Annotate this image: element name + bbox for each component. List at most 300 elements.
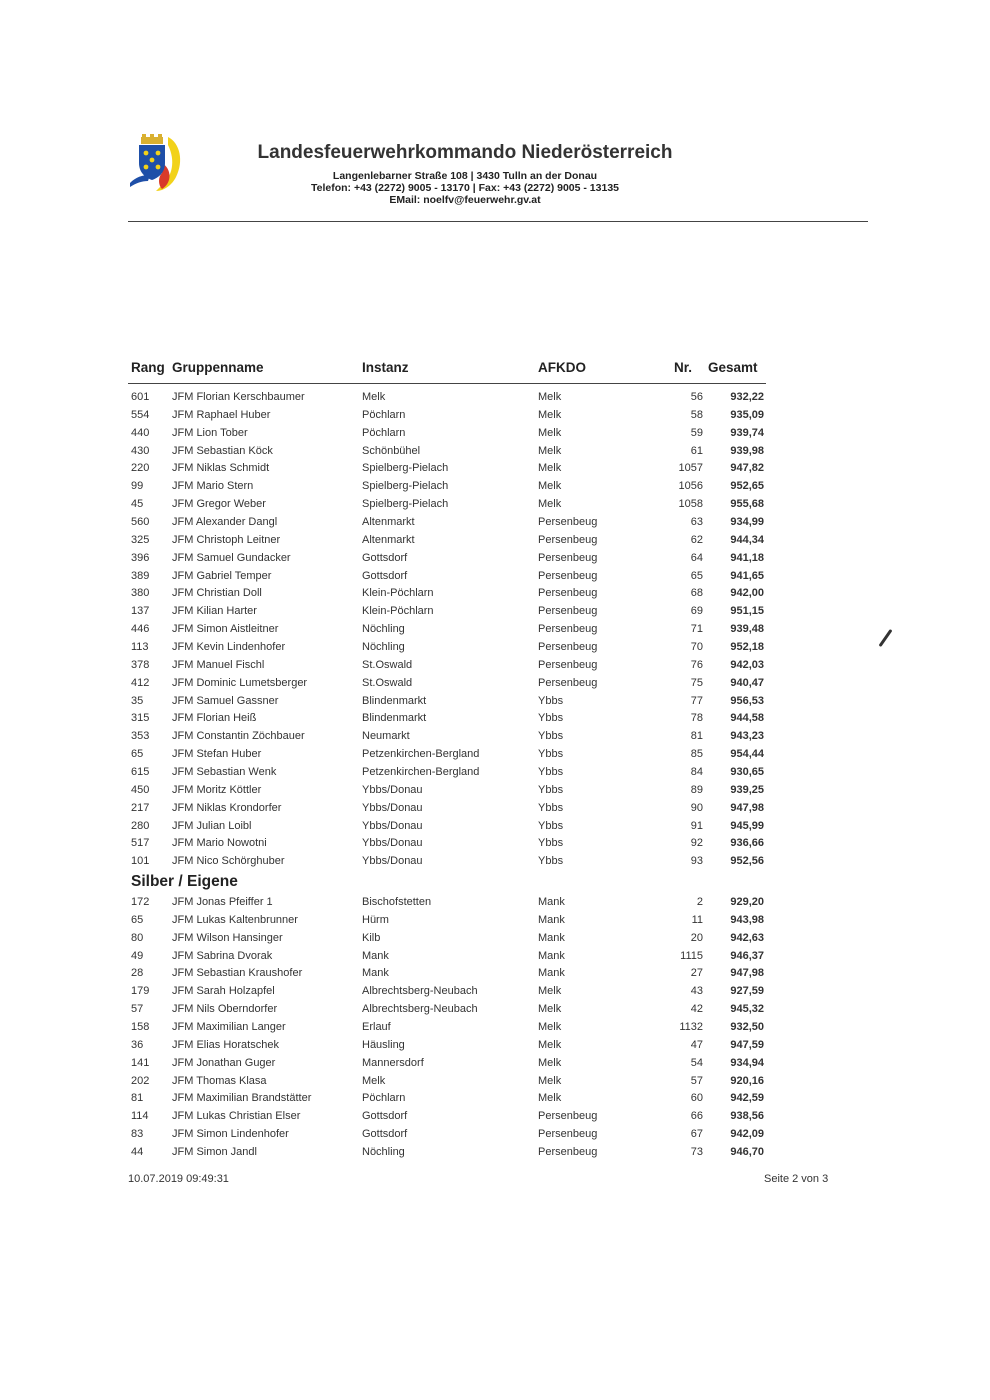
nr-cell: 1132 (679, 1021, 703, 1034)
gesamt-cell: 941,65 (730, 569, 764, 582)
name-cell: JFM Gregor Weber (172, 498, 266, 511)
gesamt-cell: 939,98 (730, 444, 764, 457)
name-cell: JFM Sebastian Kraushofer (172, 967, 303, 980)
rang-cell: 517 (131, 837, 150, 850)
table-row (128, 781, 868, 799)
table-row (128, 763, 868, 781)
afkdo-cell: Melk (538, 391, 562, 403)
instanz-cell: Nöchling (362, 623, 405, 636)
table-row (128, 1036, 868, 1054)
gesamt-cell: 955,68 (730, 498, 764, 511)
table-row (128, 834, 868, 852)
nr-cell: 1115 (680, 949, 703, 962)
col-nr: Nr. (674, 360, 693, 375)
rang-cell: 378 (131, 658, 150, 671)
column-divider (128, 383, 766, 384)
nr-cell: 75 (690, 676, 703, 689)
nr-cell: 42 (690, 1003, 703, 1016)
rang-cell: 101 (131, 855, 150, 868)
instanz-cell: Albrechtsberg-Neubach (362, 985, 478, 998)
table-row (128, 929, 868, 947)
rang-cell: 202 (131, 1074, 150, 1087)
table-row (128, 852, 868, 870)
table-row (128, 1143, 868, 1161)
table-row (128, 477, 868, 495)
gesamt-cell: 935,09 (730, 408, 764, 421)
gesamt-cell: 947,82 (730, 462, 764, 475)
afkdo-cell: Ybbs (538, 730, 564, 743)
rang-cell: 65 (131, 748, 144, 761)
rang-cell: 450 (131, 783, 150, 796)
rang-cell: 99 (131, 480, 144, 493)
afkdo-cell: Persenbeug (538, 605, 598, 618)
rang-cell: 389 (131, 569, 150, 582)
name-cell: JFM Lukas Kaltenbrunner (172, 913, 298, 926)
table-row (128, 638, 868, 656)
gesamt-cell: 920,16 (730, 1074, 764, 1087)
gesamt-cell: 942,03 (730, 658, 764, 671)
name-cell: JFM Raphael Huber (172, 408, 271, 421)
instanz-cell: Altenmarkt (362, 533, 415, 546)
gesamt-cell: 956,53 (730, 694, 764, 707)
instanz-cell: Schönbühel (362, 444, 421, 457)
afkdo-cell: Persenbeug (538, 641, 598, 654)
afkdo-cell: Melk (538, 498, 562, 511)
nr-cell: 64 (690, 551, 703, 564)
gesamt-cell: 930,65 (730, 766, 764, 779)
nr-cell: 60 (690, 1092, 703, 1105)
name-cell: JFM Moritz Köttler (172, 783, 262, 796)
afkdo-cell: Melk (538, 1056, 562, 1069)
table-row (128, 495, 868, 513)
rang-cell: 179 (131, 985, 150, 998)
table-row (128, 567, 868, 585)
instanz-cell: Nöchling (362, 641, 405, 654)
name-cell: JFM Samuel Gundacker (172, 551, 291, 564)
table-row (128, 911, 868, 929)
instanz-cell: Petzenkirchen-Bergland (362, 766, 480, 779)
nr-cell: 20 (690, 931, 703, 944)
gesamt-cell: 936,66 (730, 837, 764, 850)
instanz-cell: Altenmarkt (362, 516, 415, 529)
address-line: Langenlebarner Straße 108 | 3430 Tulln an der Donau (332, 170, 598, 182)
afkdo-cell: Mank (538, 931, 565, 944)
col-rang: Rang (131, 360, 165, 375)
nr-cell: 81 (690, 730, 703, 743)
rang-cell: 80 (131, 931, 144, 944)
col-instanz: Instanz (362, 360, 409, 375)
organization-title: Landesfeuerwehrkommando Niederösterreich (257, 142, 673, 163)
table-row (128, 459, 868, 477)
name-cell: JFM Maximilian Langer (172, 1021, 286, 1034)
gesamt-cell: 929,20 (730, 896, 764, 908)
table-row (128, 442, 868, 460)
instanz-cell: Kilb (362, 931, 381, 944)
name-cell: JFM Elias Horatschek (172, 1038, 279, 1051)
nr-cell: 61 (690, 444, 703, 457)
instanz-cell: Spielberg-Pielach (362, 480, 449, 493)
afkdo-cell: Mank (538, 913, 565, 926)
name-cell: JFM Constantin Zöchbauer (172, 730, 305, 743)
gesamt-cell: 943,23 (730, 730, 764, 743)
nr-cell: 93 (690, 855, 703, 868)
afkdo-cell: Ybbs (538, 837, 564, 850)
afkdo-cell: Ybbs (538, 855, 564, 868)
nr-cell: 58 (690, 408, 703, 421)
gesamt-cell: 947,59 (730, 1038, 764, 1051)
afkdo-cell: Melk (538, 1003, 562, 1016)
name-cell: JFM Julian Loibl (172, 819, 252, 832)
rang-cell: 35 (131, 694, 144, 707)
fire-brigade-logo (128, 133, 188, 193)
instanz-cell: Gottsdorf (362, 551, 408, 564)
section-title: Silber / Eigene (131, 873, 238, 890)
gesamt-cell: 944,34 (730, 533, 764, 546)
name-cell: JFM Nils Oberndorfer (172, 1003, 278, 1016)
name-cell: JFM Sebastian Köck (172, 444, 273, 457)
gesamt-cell: 946,37 (730, 949, 764, 962)
table-row (128, 947, 868, 965)
phone-fax-line: Telefon: +43 (2272) 9005 - 13170 | Fax: +43 (2272) 9005 - 13135 (310, 182, 620, 194)
name-cell: JFM Wilson Hansinger (172, 931, 283, 944)
nr-cell: 89 (690, 783, 703, 796)
afkdo-cell: Melk (538, 426, 562, 439)
table-row (128, 584, 868, 602)
name-cell: JFM Sebastian Wenk (172, 766, 277, 779)
nr-cell: 91 (690, 819, 703, 832)
afkdo-cell: Ybbs (538, 801, 564, 814)
nr-cell: 77 (690, 694, 703, 707)
gesamt-cell: 942,63 (730, 931, 764, 944)
gesamt-cell: 944,58 (730, 712, 764, 725)
nr-cell: 11 (691, 913, 703, 926)
afkdo-cell: Persenbeug (538, 1128, 598, 1141)
instanz-cell: Ybbs/Donau (362, 783, 423, 796)
gesamt-cell: 943,98 (730, 913, 764, 926)
rang-cell: 280 (131, 819, 150, 832)
gesamt-cell: 947,98 (730, 967, 764, 980)
instanz-cell: Neumarkt (362, 730, 410, 743)
nr-cell: 78 (690, 712, 703, 725)
afkdo-cell: Persenbeug (538, 587, 598, 600)
rang-cell: 83 (131, 1128, 144, 1141)
afkdo-cell: Persenbeug (538, 533, 598, 546)
name-cell: JFM Lukas Christian Elser (172, 1110, 301, 1123)
rang-cell: 44 (131, 1146, 144, 1159)
table-row (128, 817, 868, 835)
afkdo-cell: Melk (538, 462, 562, 475)
nr-cell: 62 (690, 533, 703, 546)
nr-cell: 69 (690, 605, 703, 618)
name-cell: JFM Florian Kerschbaumer (172, 391, 305, 403)
instanz-cell: Ybbs/Donau (362, 819, 423, 832)
gesamt-cell: 938,56 (730, 1110, 764, 1123)
afkdo-cell: Persenbeug (538, 1146, 598, 1159)
nr-cell: 59 (690, 426, 703, 439)
afkdo-cell: Mank (538, 967, 565, 980)
instanz-cell: Ybbs/Donau (362, 801, 423, 814)
gesamt-cell: 945,32 (730, 1003, 764, 1016)
gesamt-cell: 939,48 (730, 623, 764, 636)
afkdo-cell: Melk (538, 1021, 562, 1034)
gesamt-cell: 942,09 (730, 1128, 764, 1141)
name-cell: JFM Mario Stern (172, 480, 254, 493)
instanz-cell: Pöchlarn (362, 426, 406, 439)
name-cell: JFM Nico Schörghuber (172, 855, 285, 868)
name-cell: JFM Simon Lindenhofer (172, 1128, 289, 1141)
footer-page-number: Seite 2 von 3 (764, 1173, 829, 1185)
afkdo-cell: Ybbs (538, 694, 564, 707)
rang-cell: 446 (131, 623, 150, 636)
table-row (128, 620, 868, 638)
gesamt-cell: 945,99 (730, 819, 764, 832)
afkdo-cell: Persenbeug (538, 516, 598, 529)
table-row (128, 982, 868, 1000)
name-cell: JFM Niklas Schmidt (172, 462, 270, 475)
rang-cell: 560 (131, 516, 150, 529)
name-cell: JFM Maximilian Brandstätter (172, 1092, 312, 1105)
rang-cell: 315 (131, 712, 150, 725)
rang-cell: 81 (131, 1092, 144, 1105)
table-row (128, 549, 868, 567)
nr-cell: 43 (690, 985, 703, 998)
instanz-cell: Nöchling (362, 1146, 405, 1159)
afkdo-cell: Persenbeug (538, 658, 598, 671)
afkdo-cell: Ybbs (538, 766, 564, 779)
name-cell: JFM Jonathan Guger (172, 1056, 276, 1069)
table-row (128, 656, 868, 674)
gesamt-cell: 934,99 (730, 516, 764, 529)
nr-cell: 54 (690, 1056, 703, 1069)
rang-cell: 325 (131, 533, 150, 546)
table-row (128, 709, 868, 727)
rang-cell: 57 (131, 1003, 144, 1016)
gesamt-cell: 942,00 (730, 587, 764, 600)
afkdo-cell: Melk (538, 1038, 562, 1051)
rang-cell: 601 (131, 391, 150, 403)
rang-cell: 217 (131, 801, 150, 814)
afkdo-cell: Melk (538, 444, 562, 457)
rang-cell: 114 (131, 1110, 149, 1123)
gesamt-cell: 947,98 (730, 801, 764, 814)
rang-cell: 430 (131, 444, 150, 457)
nr-cell: 56 (690, 391, 703, 403)
nr-cell: 47 (690, 1038, 703, 1051)
rang-cell: 113 (131, 641, 149, 654)
name-cell: JFM Sarah Holzapfel (172, 985, 275, 998)
nr-cell: 76 (690, 658, 703, 671)
nr-cell: 92 (690, 837, 703, 850)
nr-cell: 85 (690, 748, 703, 761)
gesamt-cell: 941,18 (730, 551, 764, 564)
nr-cell: 27 (690, 967, 703, 980)
gesamt-cell: 952,56 (730, 855, 764, 868)
table-row (128, 1089, 868, 1107)
name-cell: JFM Samuel Gassner (172, 694, 279, 707)
nr-cell: 66 (690, 1110, 703, 1123)
nr-cell: 67 (690, 1128, 703, 1141)
instanz-cell: Blindenmarkt (362, 712, 427, 725)
rang-cell: 137 (131, 605, 150, 618)
table-row (128, 745, 868, 763)
nr-cell: 1058 (678, 498, 703, 511)
table-row (128, 424, 868, 442)
gesamt-cell: 939,25 (730, 783, 764, 796)
name-cell: JFM Kilian Harter (172, 605, 257, 618)
header-divider (128, 221, 868, 222)
gesamt-cell: 932,50 (730, 1021, 764, 1034)
table-row (128, 799, 868, 817)
instanz-cell: Spielberg-Pielach (362, 462, 449, 475)
table-row (128, 388, 868, 406)
col-gesamt: Gesamt (708, 360, 758, 375)
rang-cell: 380 (131, 587, 150, 600)
name-cell: JFM Lion Tober (172, 426, 248, 439)
afkdo-cell: Mank (538, 896, 565, 908)
afkdo-cell: Ybbs (538, 819, 564, 832)
instanz-cell: Bischofstetten (362, 896, 432, 908)
instanz-cell: Gottsdorf (362, 1128, 408, 1141)
footer-timestamp: 10.07.2019 09:49:31 (128, 1173, 229, 1185)
rang-cell: 396 (131, 551, 150, 564)
rang-cell: 615 (131, 766, 150, 779)
instanz-cell: Melk (362, 1074, 386, 1087)
name-cell: JFM Christoph Leitner (172, 533, 281, 546)
instanz-cell: Mank (362, 967, 389, 980)
nr-cell: 70 (690, 641, 703, 654)
rang-cell: 172 (131, 896, 150, 908)
col-gruppenname: Gruppenname (172, 360, 264, 375)
name-cell: JFM Stefan Huber (172, 748, 262, 761)
afkdo-cell: Persenbeug (538, 551, 598, 564)
afkdo-cell: Persenbeug (538, 569, 598, 582)
instanz-cell: Klein-Pöchlarn (362, 587, 434, 600)
instanz-cell: St.Oswald (362, 658, 413, 671)
rang-cell: 49 (131, 949, 144, 962)
name-cell: JFM Sabrina Dvorak (172, 949, 273, 962)
afkdo-cell: Persenbeug (538, 623, 598, 636)
gesamt-cell: 939,74 (730, 426, 764, 439)
name-cell: JFM Simon Aistleitner (172, 623, 279, 636)
instanz-cell: Klein-Pöchlarn (362, 605, 434, 618)
instanz-cell: Pöchlarn (362, 1092, 406, 1105)
nr-cell: 73 (690, 1146, 703, 1159)
afkdo-cell: Ybbs (538, 712, 564, 725)
rang-cell: 440 (131, 426, 150, 439)
name-cell: JFM Niklas Krondorfer (172, 801, 282, 814)
instanz-cell: St.Oswald (362, 676, 413, 689)
gesamt-cell: 927,59 (730, 985, 764, 998)
table-row (128, 1107, 868, 1125)
rang-cell: 412 (131, 676, 150, 689)
results-table-top (128, 388, 868, 870)
rang-cell: 141 (131, 1056, 150, 1069)
instanz-cell: Albrechtsberg-Neubach (362, 1003, 478, 1016)
nr-cell: 68 (690, 587, 703, 600)
afkdo-cell: Melk (538, 408, 562, 421)
name-cell: JFM Thomas Klasa (172, 1074, 267, 1087)
gesamt-cell: 952,18 (730, 641, 764, 654)
nr-cell: 71 (690, 623, 703, 636)
gesamt-cell: 951,15 (730, 605, 764, 618)
instanz-cell: Petzenkirchen-Bergland (362, 748, 480, 761)
instanz-cell: Ybbs/Donau (362, 855, 423, 868)
gesamt-cell: 952,65 (730, 480, 764, 493)
table-row (128, 692, 868, 710)
afkdo-cell: Mank (538, 949, 565, 962)
name-cell: JFM Simon Jandl (172, 1146, 257, 1159)
name-cell: JFM Mario Nowotni (172, 837, 267, 850)
table-row (128, 1000, 868, 1018)
gesamt-cell: 934,94 (730, 1056, 764, 1069)
afkdo-cell: Ybbs (538, 748, 564, 761)
rang-cell: 353 (131, 730, 150, 743)
afkdo-cell: Melk (538, 1074, 562, 1087)
nr-cell: 57 (690, 1074, 703, 1087)
instanz-cell: Ybbs/Donau (362, 837, 423, 850)
table-row (128, 964, 868, 982)
email-line: EMail: noelfv@feuerwehr.gv.at (389, 194, 541, 206)
instanz-cell: Erlauf (362, 1021, 391, 1034)
table-row (128, 1072, 868, 1090)
gesamt-cell: 942,59 (730, 1092, 764, 1105)
name-cell: JFM Gabriel Temper (172, 569, 272, 582)
results-table-bottom (128, 893, 868, 1161)
instanz-cell: Mank (362, 949, 389, 962)
afkdo-cell: Ybbs (538, 783, 564, 796)
afkdo-cell: Persenbeug (538, 676, 598, 689)
gesamt-cell: 954,44 (730, 748, 764, 761)
rang-cell: 65 (131, 913, 144, 926)
instanz-cell: Gottsdorf (362, 569, 408, 582)
nr-cell: 1056 (678, 480, 703, 493)
instanz-cell: Melk (362, 391, 386, 403)
instanz-cell: Mannersdorf (362, 1056, 424, 1069)
instanz-cell: Gottsdorf (362, 1110, 408, 1123)
rang-cell: 220 (131, 462, 150, 475)
name-cell: JFM Manuel Fischl (172, 658, 265, 671)
rang-cell: 36 (131, 1038, 144, 1051)
name-cell: JFM Florian Heiß (172, 712, 257, 725)
table-row (128, 531, 868, 549)
table-row (128, 674, 868, 692)
table-row (128, 727, 868, 745)
instanz-cell: Pöchlarn (362, 408, 406, 421)
name-cell: JFM Christian Doll (172, 587, 262, 600)
nr-cell: 63 (690, 516, 703, 529)
table-row (128, 513, 868, 531)
instanz-cell: Blindenmarkt (362, 694, 427, 707)
rang-cell: 28 (131, 967, 144, 980)
table-row (128, 1125, 868, 1143)
rang-cell: 554 (131, 408, 150, 421)
nr-cell: 84 (690, 766, 703, 779)
name-cell: JFM Alexander Dangl (172, 516, 278, 529)
rang-cell: 45 (131, 498, 144, 511)
rang-cell: 158 (131, 1021, 150, 1034)
gesamt-cell: 946,70 (730, 1146, 764, 1159)
gesamt-cell: 940,47 (730, 676, 764, 689)
nr-cell: 65 (690, 569, 703, 582)
table-row (128, 1018, 868, 1036)
nr-cell: 1057 (678, 462, 703, 475)
table-row (128, 893, 868, 911)
nr-cell: 90 (690, 801, 703, 814)
afkdo-cell: Melk (538, 985, 562, 998)
name-cell: JFM Jonas Pfeiffer 1 (172, 896, 273, 908)
table-row (128, 1054, 868, 1072)
afkdo-cell: Melk (538, 1092, 562, 1105)
